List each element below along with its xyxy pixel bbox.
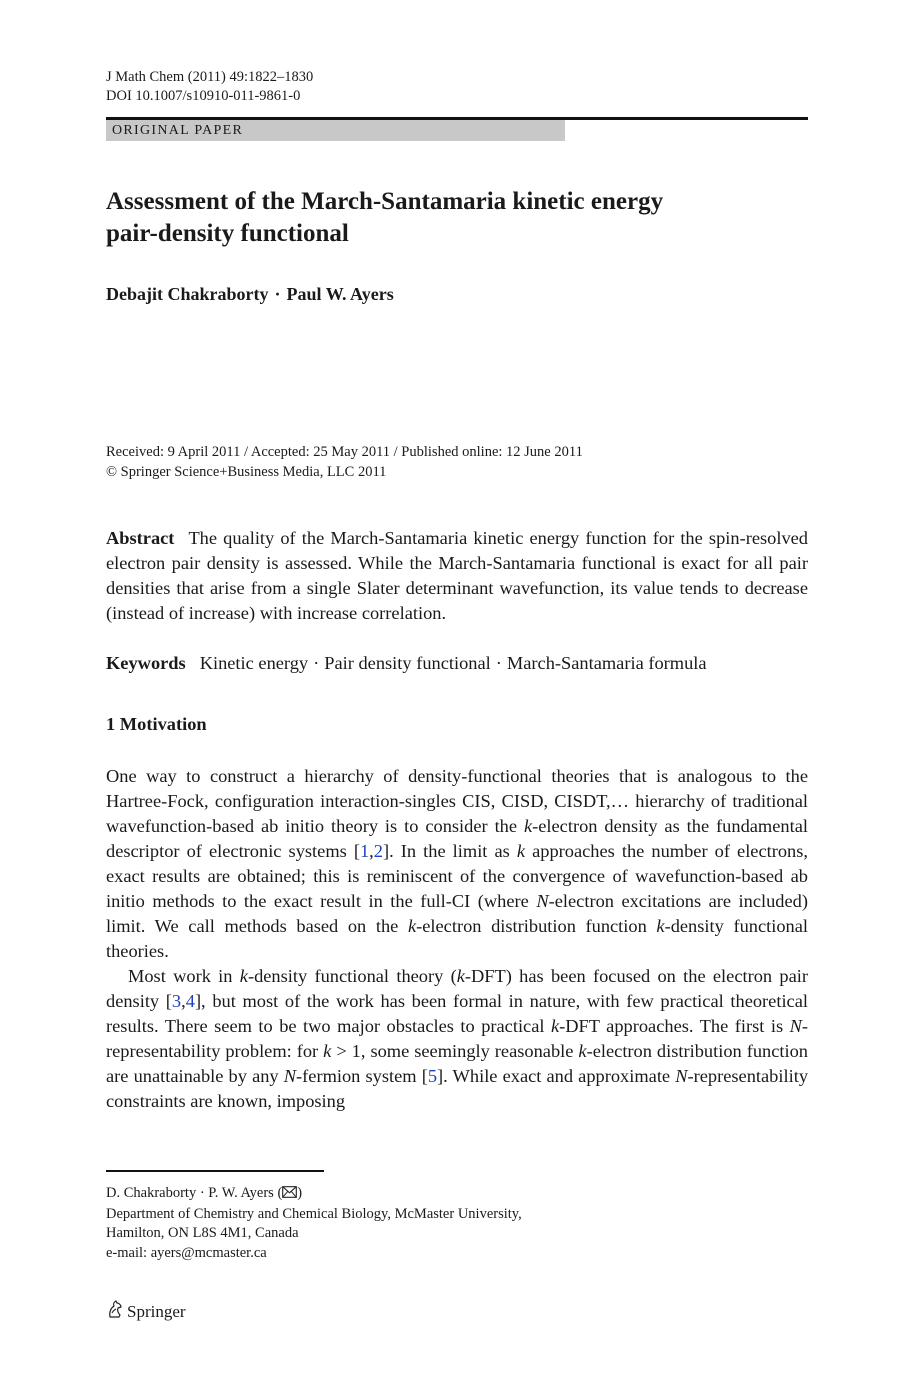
- author-footnote: [106, 1184, 522, 1264]
- footnote-email: e-mail: ayers@mcmaster.ca: [106, 1245, 267, 1262]
- author-list: [106, 284, 394, 305]
- copyright: © Springer Science+Business Media, LLC 2011: [106, 464, 387, 480]
- keywords-label: Keywords: [106, 653, 186, 673]
- keyword-separator: ·: [313, 653, 320, 673]
- abstract: [106, 526, 808, 626]
- publication-history: [106, 442, 583, 482]
- citation-link[interactable]: 1: [359, 841, 370, 861]
- citation-link[interactable]: 2: [373, 841, 383, 861]
- citation-link[interactable]: 5: [427, 1066, 438, 1086]
- keyword-separator: ·: [495, 653, 502, 673]
- journal-info: [106, 68, 313, 106]
- springer-horse-icon: [106, 1299, 127, 1324]
- footnote-address: Hamilton, ON L8S 4M1, Canada: [106, 1225, 299, 1242]
- abstract-text: The quality of the March-Santamaria kinetic energy function for the spin-resolved electron pair density is assessed. While the March-Santamaria functional is exact for all pair densities that arise from a single Slater determinant wavefunction, its value tends to decrease (instead of increase) with increase correlation.: [106, 528, 808, 623]
- envelope-icon: [282, 1185, 297, 1205]
- author-name: Debajit Chakraborty: [106, 284, 269, 304]
- abstract-label: Abstract: [106, 528, 175, 548]
- author-name: Paul W. Ayers: [286, 284, 394, 304]
- paper-title: [106, 186, 808, 250]
- footnote-affiliation: Department of Chemistry and Chemical Biology, McMaster University,: [106, 1205, 522, 1222]
- publisher-name: Springer: [127, 1301, 186, 1321]
- title-line-2: pair-density functional: [106, 220, 349, 247]
- section-heading: 1 Motivation: [106, 714, 207, 734]
- keywords: [106, 651, 808, 676]
- footnote-rule: [106, 1170, 324, 1172]
- author-separator: ·: [274, 284, 281, 304]
- publisher-logo: [106, 1299, 186, 1324]
- date-history: Received: 9 April 2011 / Accepted: 25 May 2011 / Published online: 12 June 2011: [106, 444, 583, 460]
- journal-citation: J Math Chem (2011) 49:1822–1830: [106, 69, 314, 85]
- citation-link[interactable]: 4: [185, 991, 195, 1011]
- body-text: [106, 764, 808, 1114]
- keyword-item: Kinetic energy: [199, 653, 309, 673]
- keyword-item: Pair density functional: [324, 653, 491, 673]
- citation-link[interactable]: 3: [171, 991, 182, 1011]
- paper-type-banner: ORIGINAL PAPER: [106, 120, 565, 141]
- title-line-1: Assessment of the March-Santamaria kinetic energy: [106, 188, 664, 215]
- paragraph: One way to construct a hierarchy of density-functional theories that is analogous to the Hartree-Fock, configuration interaction-singles CIS, CISD, CISDT,… hierarchy of traditional wavefunction-based ab initio theory is to consider the k-electron density as the fundamental descriptor of electronic systems [1,2]. In the limit as k approaches the number of electrons, exact results are obtained; this is reminiscent of the convergence of wavefunction-based ab initio methods to the exact result in the full-CI (where N-electron excitations are included) limit. We call methods based on the k-electron distribution function k-density functional theories.: [106, 766, 809, 961]
- paragraph: Most work in k-density functional theory (k-DFT) has been focused on the electron pair density [3,4], but most of the work has been formal in nature, with few practical theoretical results. There seem to be two major obstacles to practical k-DFT approaches. The first is N-representability problem: for k > 1, some seemingly reasonable k-electron distribution function are unattainable by any N-fermion system [5]. While exact and approximate N-representability constraints are known, imposing: [106, 966, 809, 1111]
- footnote-authors: D. Chakraborty · P. W. Ayers ( ): [106, 1184, 522, 1205]
- doi: DOI 10.1007/s10910-011-9861-0: [106, 88, 301, 104]
- keyword-item: March-Santamaria formula: [506, 653, 707, 673]
